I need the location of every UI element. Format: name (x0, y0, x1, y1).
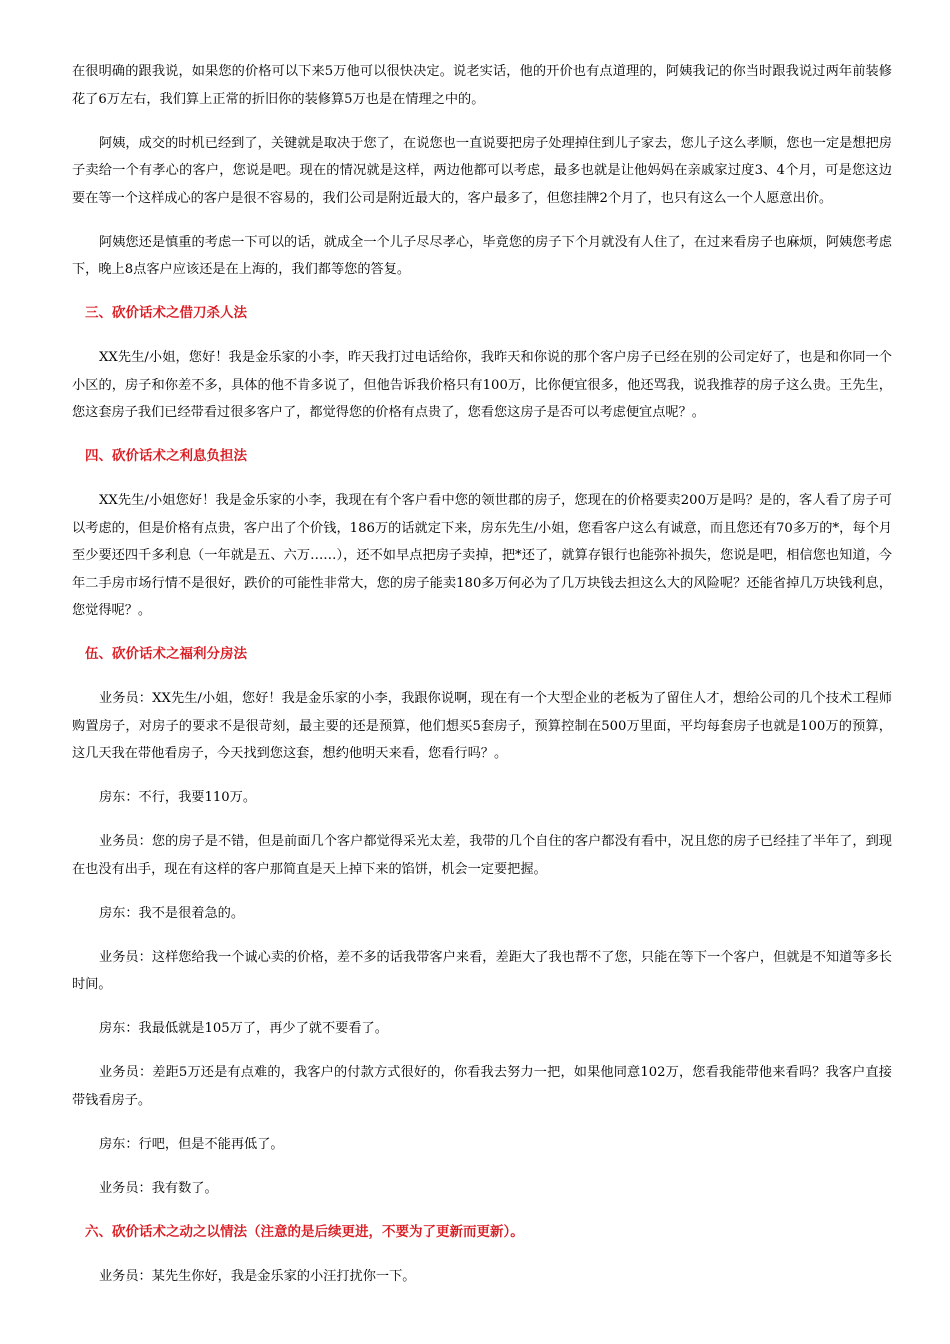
paragraph: 阿姨，成交的时机已经到了，关键就是取决于您了，在说您也一直说要把房子处理掉住到儿子家去，您儿子这么孝顺，您也一定是想把房子卖给一个有孝心的客户，您说是吧。现在的情况就是这样，两边他都可以考虑，最多也就是让他妈妈在亲戚家过度3、4个月，可是您这边要在等一个这样成心的客户是很不容易的，我们公司是附近最大的，客户最多了，但您挂牌2个月了，也只有这么一个人愿意出价。 (72, 135, 892, 206)
dialogue-line: 业务员：某先生你好，我是金乐家的小汪打扰你一下。 (99, 1268, 416, 1284)
paragraph: 在很明确的跟我说，如果您的价格可以下来5万他可以很快决定。说老实话，他的开价也有点道理的，阿姨我记的你当时跟我说过两年前装修花了6万左右，我们算上正常的折旧你的装修算5万也是在情理之中的。 (72, 64, 892, 107)
dialogue-line: 房东：我最低就是105万了，再少了就不要看了。 (99, 1021, 388, 1036)
section-heading: 六、砍价话术之动之以情法（注意的是后续更进，不要为了更新而更新）。 (85, 1223, 524, 1240)
section-heading: 四、砍价话术之利息负担法 (85, 448, 247, 464)
paragraph: XX先生/小姐，您好！我是金乐家的小李，昨天我打过电话给你，我昨天和你说的那个客户房子已经在别的公司定好了，也是和你同一个小区的，房子和你差不多，具体的他不肯多说了，但他告诉我价格只有100万，比你便宜很多，他还骂我，说我推荐的房子这么贵。王先生，您这套房子我们已经带看过很多客户了，都觉得您的价格有点贵了，您看您这房子是否可以考虑便宜点呢？。 (72, 350, 892, 420)
dialogue-line: 业务员：差距5万还是有点难的，我客户的付款方式很好的，你看我去努力一把，如果他同意102万，您看我能带他来看吗？我客户直接带钱看房子。 (72, 1065, 892, 1108)
dialogue-line: 房东：不行，我要110万。 (99, 790, 257, 805)
dialogue-line: 房东：行吧，但是不能再低了。 (99, 1136, 284, 1152)
dialogue-line: 业务员：您的房子是不错，但是前面几个客户都觉得采光太差，我带的几个自住的客户都没有看中，况且您的房子已经挂了半年了，到现在也没有出手，现在有这样的客户那简直是天上掉下来的馅饼，机会一定要把握。 (72, 834, 892, 877)
section-heading: 伍、砍价话术之福利分房法 (85, 646, 247, 662)
dialogue-line: 业务员：这样您给我一个诚心卖的价格，差不多的话我带客户来看，差距大了我也帮不了您，只能在等下一个客户，但就是不知道等多长时间。 (72, 949, 892, 992)
paragraph: 阿姨您还是慎重的考虑一下可以的话，就成全一个儿子尽尽孝心，毕竟您的房子下个月就没有人住了，在过来看房子也麻烦，阿姨您考虑下，晚上8点客户应该还是在上海的，我们都等您的答复。 (72, 234, 892, 277)
document-page (72, 58, 892, 1307)
dialogue-line: 房东：我不是很着急的。 (99, 905, 245, 921)
dialogue-line: 业务员：我有数了。 (99, 1180, 218, 1196)
dialogue-line: 业务员：XX先生/小姐，您好！我是金乐家的小李，我跟你说啊，现在有一个大型企业的老板为了留住人才，想给公司的几个技术工程师购置房子，对房子的要求不是很苛刻，最主要的还是预算，他们想买5套房子，预算控制在500万里面，平均每套房子也就是100万的预算，这几天我在带他看房子，今天找到您这套，想约他明天来看，您看行吗？。 (72, 691, 892, 761)
paragraph: XX先生/小姐您好！我是金乐家的小李，我现在有个客户看中您的领世郡的房子，您现在的价格要卖200万是吗？是的，客人看了房子可以考虑的，但是价格有点贵，客户出了个价钱，186万的话就定下来，房东先生/小姐，您看客户这么有诚意，而且您还有70多万的*，每个月至少要还四千多利息（一年就是五、六万……），还不如早点把房子卖掉，把*还了，就算存银行也能弥补损失，您说是吧，相信您也知道，今年二手房市场行情不是很好，跌价的可能性非常大，您的房子能卖180多万何必为了几万块钱去担这么大的风险呢？还能省掉几万块钱利息，您觉得呢？。 (72, 493, 892, 618)
section-heading: 三、砍价话术之借刀杀人法 (85, 305, 247, 321)
